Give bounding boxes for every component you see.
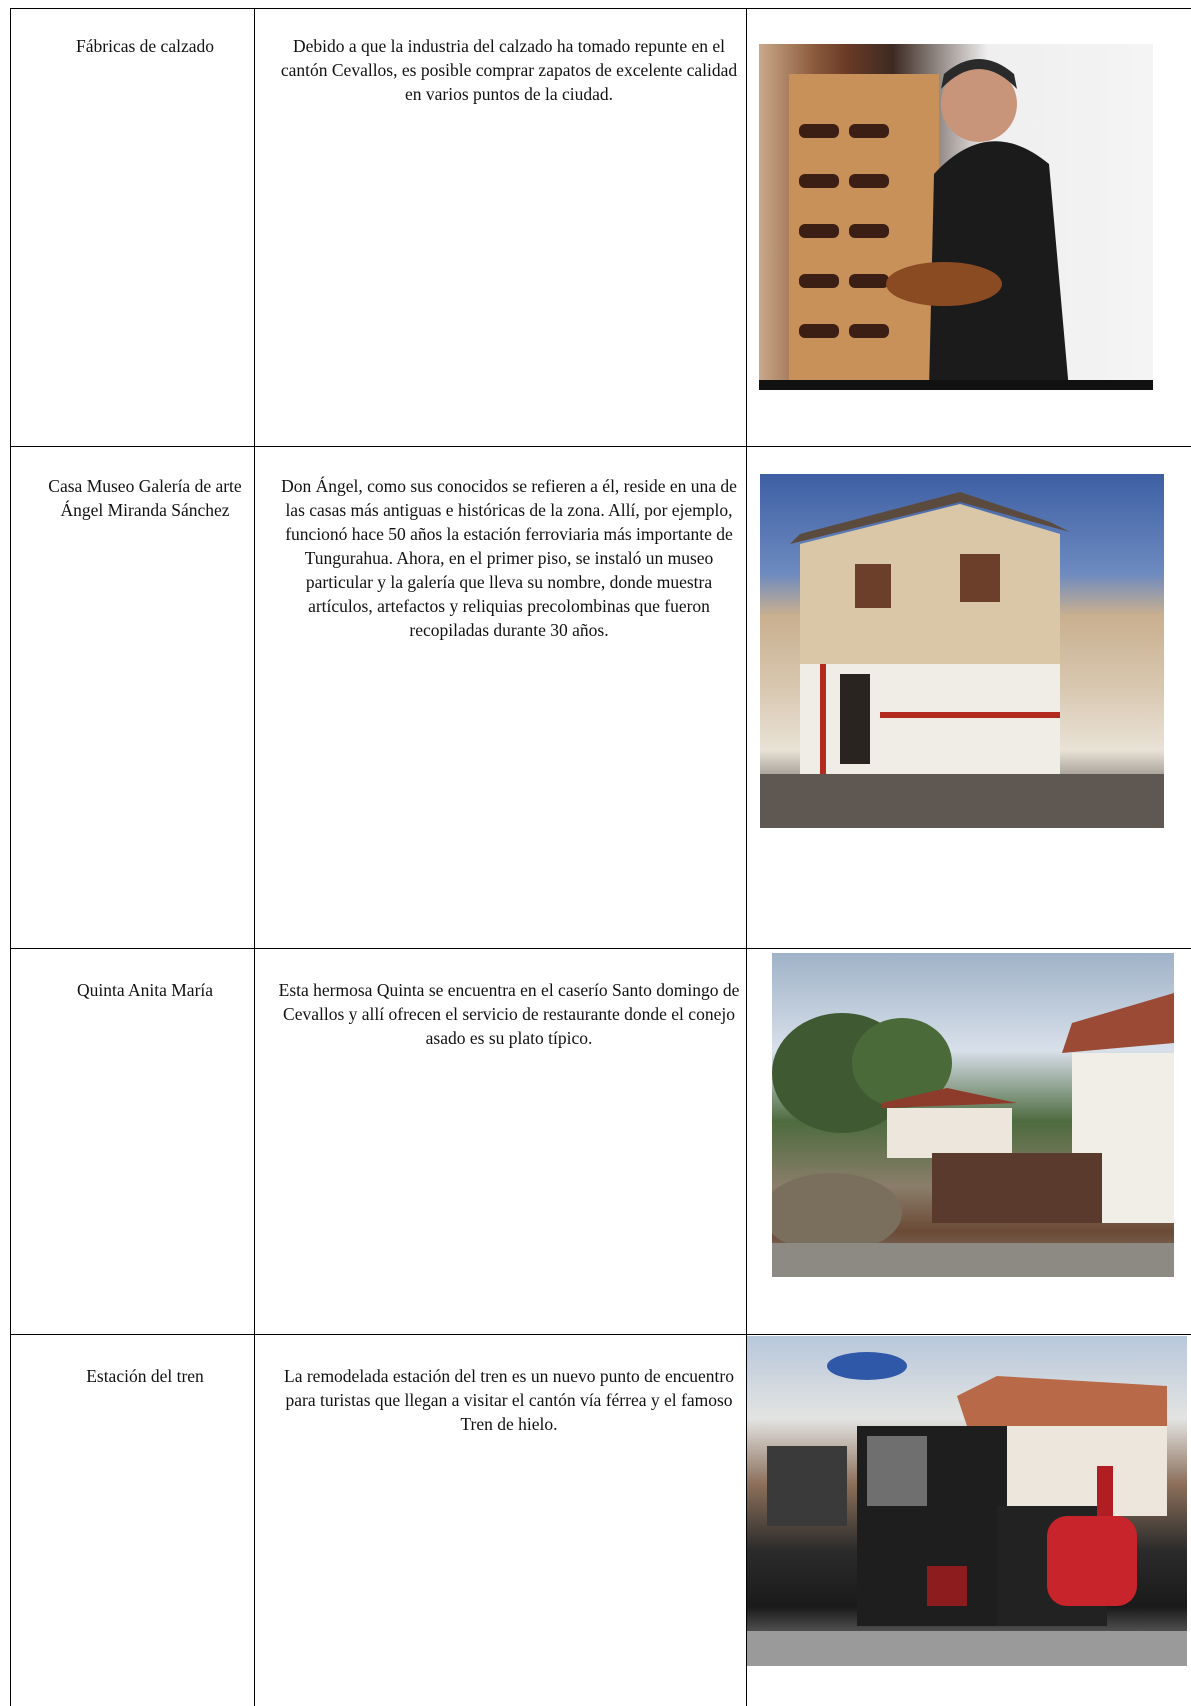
train-station-photo (747, 1336, 1187, 1666)
row-3-name: Quinta Anita María (76, 980, 214, 1000)
museum-house-photo (760, 474, 1164, 828)
table-border-left (10, 8, 11, 1706)
row-divider-3 (10, 1334, 1191, 1335)
row-divider-2 (10, 948, 1191, 949)
shoe-store-photo (759, 44, 1153, 390)
row-2-description: Don Ángel, como sus conocidos se refieren a él, reside en una de las casas más antiguas e históricas de la zona. Allí, por ejemplo, funcionó hace 50 años la estación ferroviaria más importante de Tungurahua. Ahora, en el primer piso, se instaló un museo particular y la galería que lleva su nombre, donde muestra artículos, artefactos y reliquias precolombinas que fueron recopiladas durante 30 años. (281, 476, 737, 640)
row-1-name: Fábricas de calzado (76, 36, 214, 56)
museum-house-photo-art (760, 474, 1164, 828)
shoe-store-photo-art (759, 44, 1153, 390)
attractions-table (10, 8, 1191, 1706)
train-station-photo-art (747, 1336, 1187, 1666)
column-divider-1 (254, 8, 255, 1706)
quinta-photo-art (772, 953, 1174, 1277)
row-divider-1 (10, 446, 1191, 447)
row-4-description: La remodelada estación del tren es un nuevo punto de encuentro para turistas que llegan a visitar el cantón vía férrea y el famoso Tren de hielo. (284, 1366, 734, 1434)
quinta-photo (772, 953, 1174, 1277)
row-2-name: Casa Museo Galería de arte Ángel Miranda Sánchez (48, 476, 242, 520)
row-1-description: Debido a que la industria del calzado ha tomado repunte en el cantón Cevallos, es posible comprar zapatos de excelente calidad en varios puntos de la ciudad. (280, 36, 738, 104)
row-3-description: Esta hermosa Quinta se encuentra en el caserío Santo domingo de Cevallos y allí ofrecen el servicio de restaurante donde el conejo asado es su plato típico. (278, 980, 740, 1048)
table-border-top (10, 8, 1191, 9)
row-4-name: Estación del tren (86, 1366, 204, 1386)
